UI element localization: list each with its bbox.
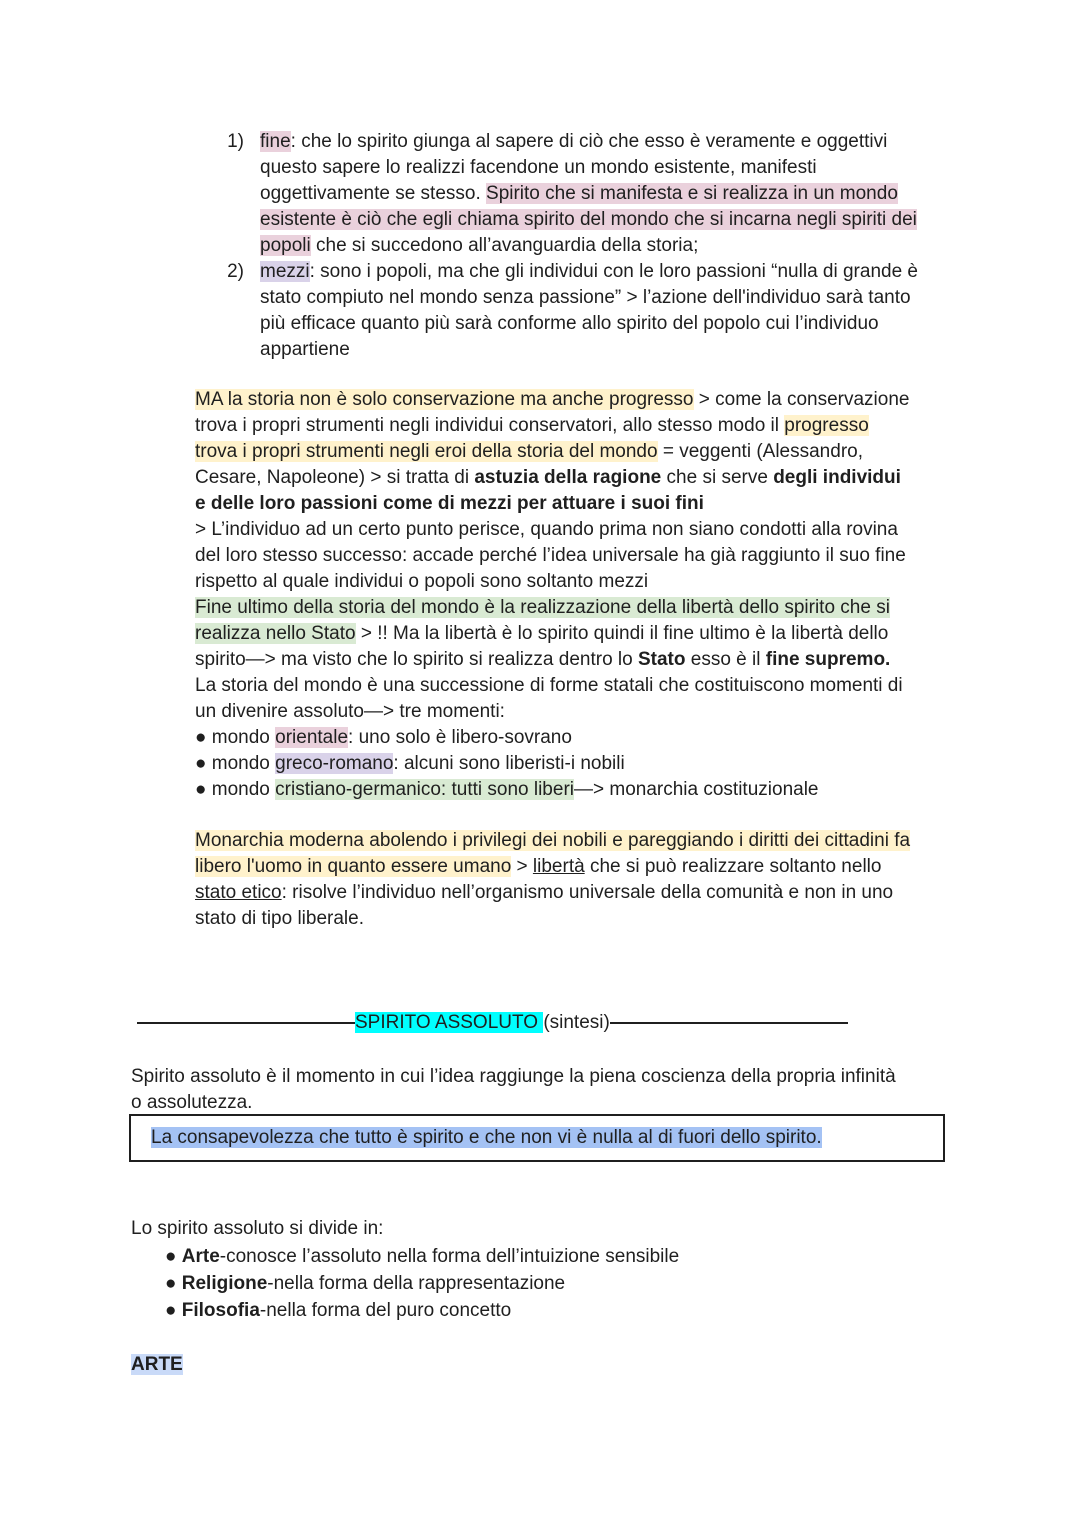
list-item-mezzi-line2: stato compiuto nel mondo senza passione” > l’azione dell'individuo sarà tanto xyxy=(260,287,911,308)
text-line: Spirito assoluto è il momento in cui l’idea raggiunge la piena coscienza della propria infinità xyxy=(131,1066,896,1087)
bullet-item: ● mondo cristiano-germanico: tutti sono liberi—> monarchia costituzionale xyxy=(195,779,819,800)
bullet-icon: ● xyxy=(165,1246,177,1267)
text-line: Cesare, Napoleone) > si tratta di astuzia della ragione che si serve degli individui xyxy=(195,467,901,488)
callout-text: La consapevolezza che tutto è spirito e che non vi è nulla al di fuori dello spirito. xyxy=(151,1127,822,1148)
bullet-icon: ● xyxy=(195,753,207,774)
text-line: realizza nello Stato > !! Ma la libertà è lo spirito quindi il fine ultimo è la libertà dello xyxy=(195,623,889,644)
list-number: 1) xyxy=(227,131,244,152)
text-line: spirito—> ma visto che lo spirito si realizza dentro lo Stato esso è il fine supremo. xyxy=(195,649,891,670)
bullet-icon: ● xyxy=(165,1273,177,1294)
bullet-item: ● Arte-conosce l’assoluto nella forma dell’intuizione sensibile xyxy=(165,1246,680,1267)
text-line: MA la storia non è solo conservazione ma anche progresso > come la conservazione xyxy=(195,389,910,410)
list-number: 2) xyxy=(227,261,244,282)
rule-right xyxy=(610,1022,848,1024)
list-item-fine-line4: esistente è ciò che egli chiama spirito del mondo che si incarna negli spiriti dei xyxy=(260,209,917,230)
text-line: La storia del mondo è una successione di forme statali che costituiscono momenti di xyxy=(195,675,903,696)
bullet-icon: ● xyxy=(195,779,207,800)
text-line: Fine ultimo della storia del mondo è la realizzazione della libertà dello spirito che si xyxy=(195,597,890,618)
bullet-icon: ● xyxy=(195,727,207,748)
heading-arte: ARTE xyxy=(131,1354,183,1375)
list-item-fine-line2: questo sapere lo realizzi facendone un mondo esistente, manifesti xyxy=(260,157,817,178)
text-line: trova i propri strumenti negli individui conservatori, allo stesso modo il progresso xyxy=(195,415,869,436)
text-line: stato di tipo liberale. xyxy=(195,908,364,929)
text-line: > L’individuo ad un certo punto perisce, quando prima non siano condotti alla rovina xyxy=(195,519,898,540)
list-item-fine-line5: popoli che si succedono all’avanguardia della storia; xyxy=(260,235,699,256)
text-line: stato etico: risolve l’individuo nell’organismo universale della comunità e non in uno xyxy=(195,882,894,903)
rule-left xyxy=(137,1022,355,1024)
section-heading: SPIRITO ASSOLUTO (sintesi) xyxy=(137,1010,848,1036)
bullet-icon: ● xyxy=(165,1300,177,1321)
list-item-mezzi-line1: mezzi: sono i popoli, ma che gli individui con le loro passioni “nulla di grande è xyxy=(260,261,918,282)
text-line: o assolutezza. xyxy=(131,1092,253,1113)
bullet-item: ● mondo greco-romano: alcuni sono liberisti-i nobili xyxy=(195,753,625,774)
bullet-item: ● Religione-nella forma della rappresentazione xyxy=(165,1273,566,1294)
list-item-fine-line3: oggettivamente se stesso. Spirito che si manifesta e si realizza in un mondo xyxy=(260,183,898,204)
text-line: del loro stesso successo: accade perché l’idea universale ha già raggiunto il suo fine xyxy=(195,545,906,566)
bullet-item: ● Filosofia-nella forma del puro concetto xyxy=(165,1300,512,1321)
text-line: libero l'uomo in quanto essere umano > libertà che si può realizzare soltanto nello xyxy=(195,856,882,877)
list-item-mezzi-line4: appartiene xyxy=(260,339,350,360)
text-line: Lo spirito assoluto si divide in: xyxy=(131,1218,384,1239)
text-line: un divenire assoluto—> tre momenti: xyxy=(195,701,505,722)
text-line: trova i propri strumenti negli eroi della storia del mondo = veggenti (Alessandro, xyxy=(195,441,863,462)
text-line: rispetto al quale individui o popoli sono soltanto mezzi xyxy=(195,571,649,592)
list-item-mezzi-line3: più efficace quanto più sarà conforme allo spirito del popolo cui l’individuo xyxy=(260,313,879,334)
text-line: e delle loro passioni come di mezzi per attuare i suoi fini xyxy=(195,493,704,514)
text-line: Monarchia moderna abolendo i privilegi dei nobili e pareggiando i diritti dei cittadini fa xyxy=(195,830,911,851)
callout-box xyxy=(129,1114,945,1162)
bullet-item: ● mondo orientale: uno solo è libero-sovrano xyxy=(195,727,572,748)
list-item-fine-line1: fine: che lo spirito giunga al sapere di ciò che esso è veramente e oggettivi xyxy=(260,131,888,152)
